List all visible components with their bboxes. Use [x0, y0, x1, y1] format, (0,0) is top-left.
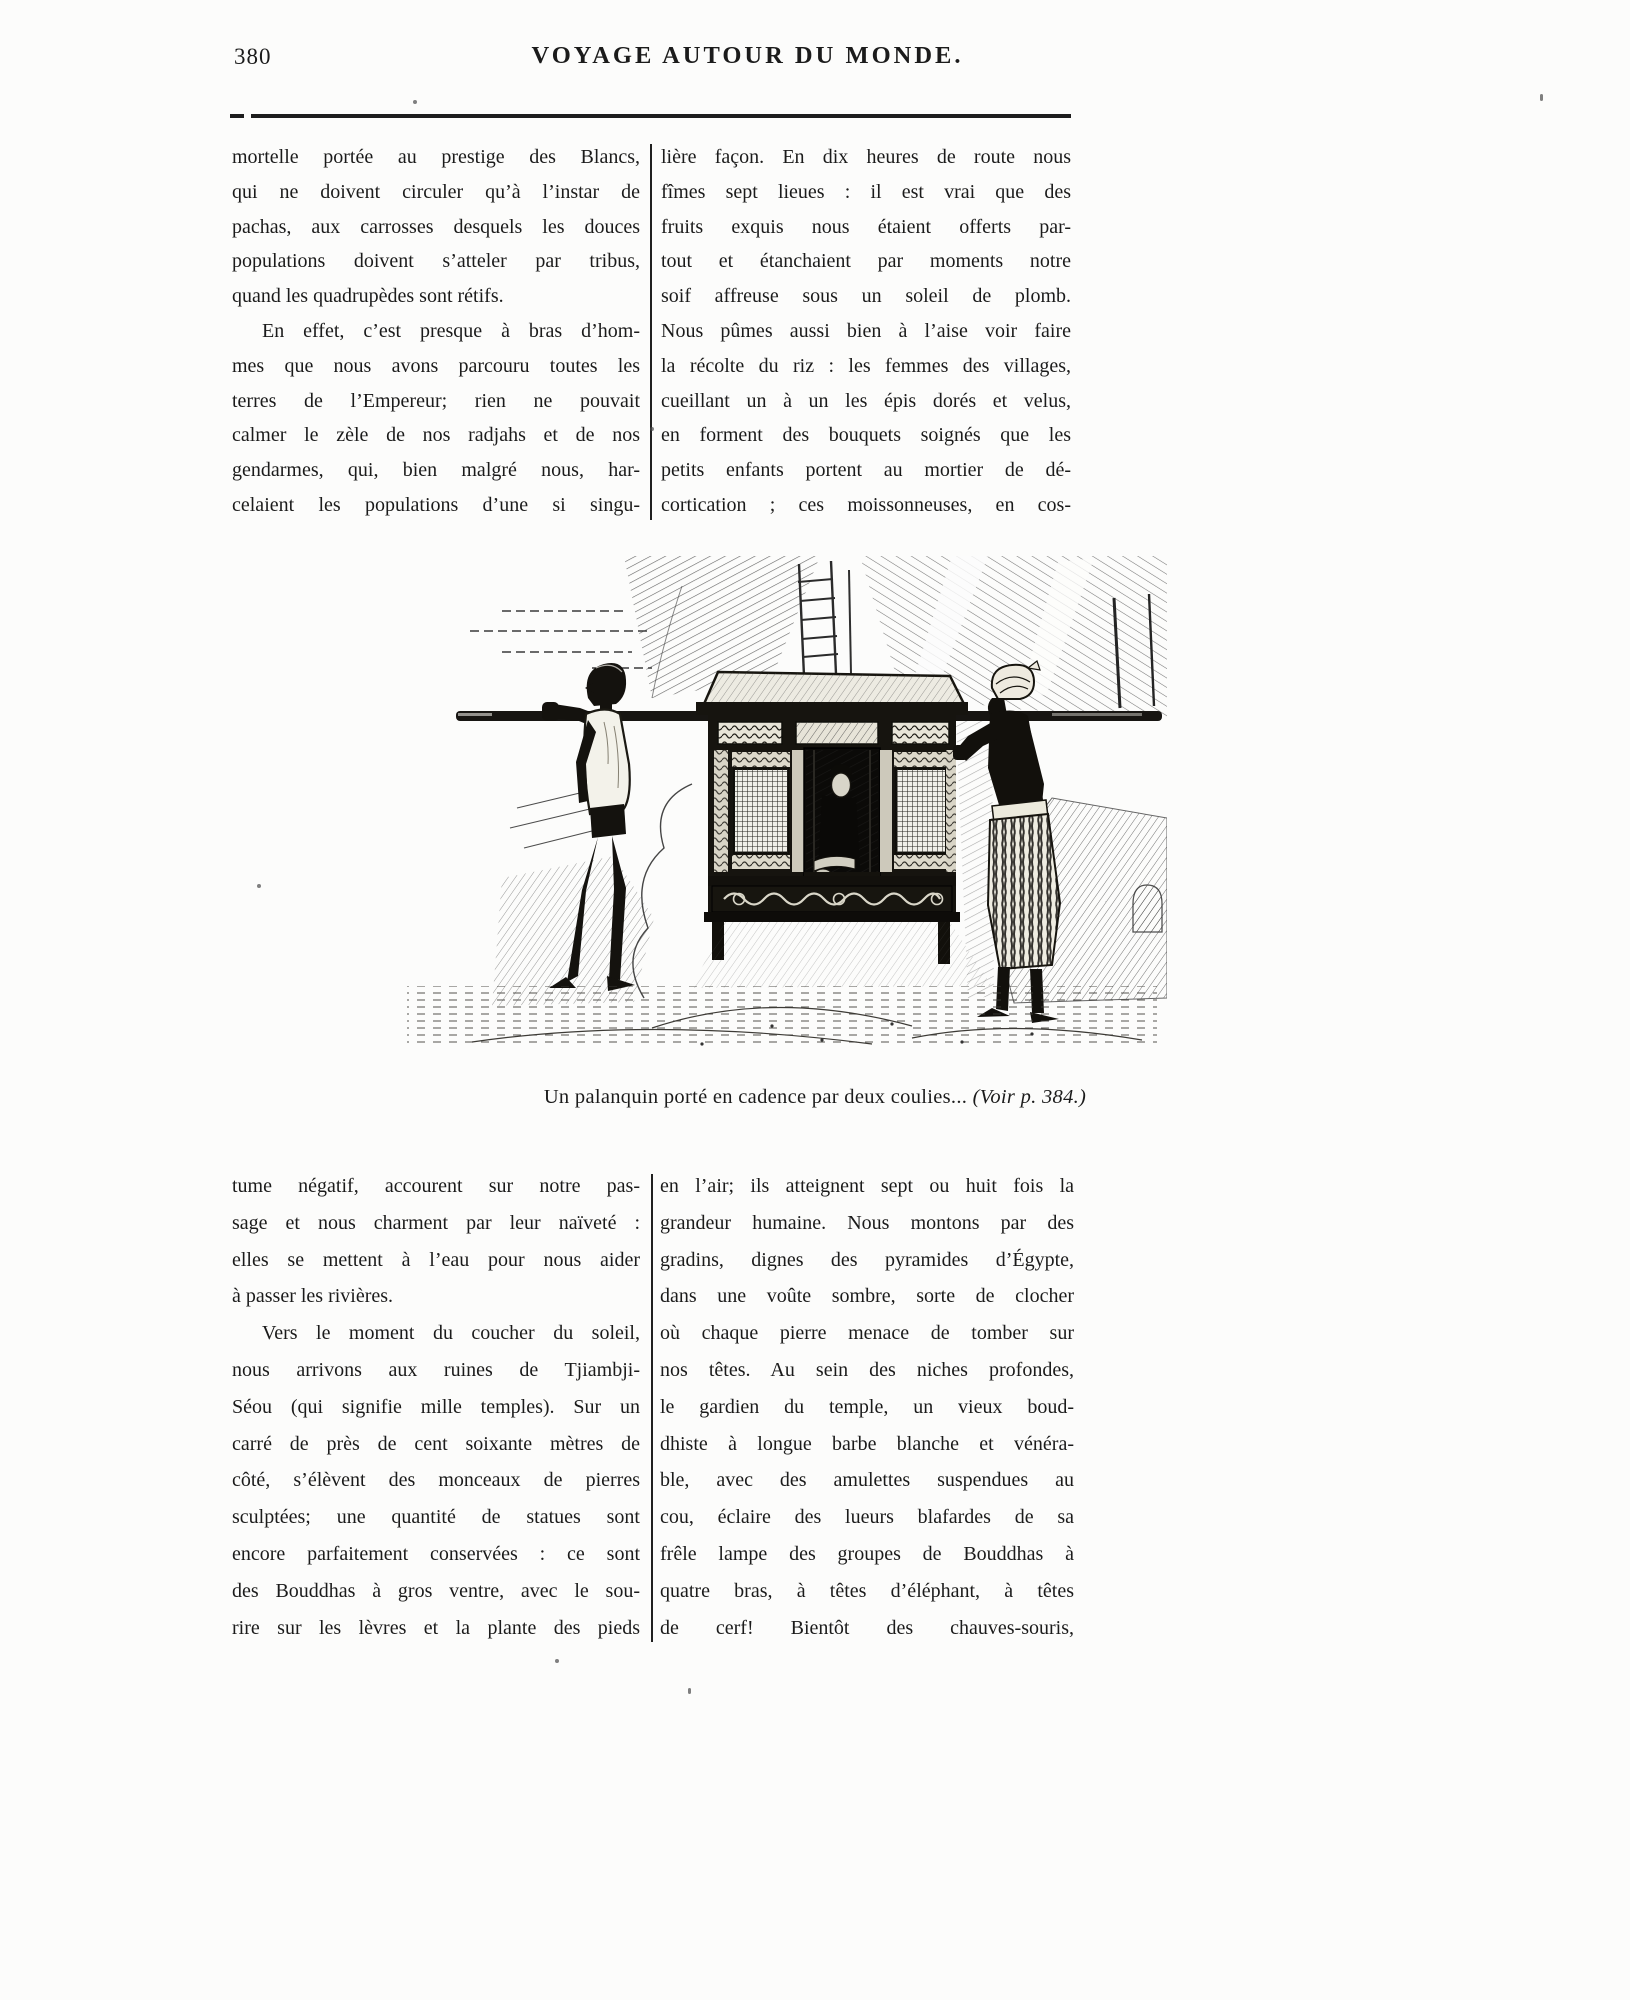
text-line: tout et étanchaient par moments notre — [661, 250, 1071, 273]
text-line: soif affreuse sous un soleil de plomb. — [661, 285, 1071, 308]
text-line: où chaque pierre menace de tomber sur — [660, 1322, 1074, 1345]
ink-speck — [688, 1688, 691, 1694]
text-line: fîmes sept lieues : il est vrai que des — [661, 180, 1071, 203]
text-line: la récolte du riz : les femmes des villages, — [661, 354, 1071, 377]
palanquin-cabin — [696, 672, 968, 964]
text-line: celaient les populations d’une si singu- — [232, 493, 640, 516]
header-rule — [230, 114, 1071, 118]
text-line: fruits exquis nous étaient offerts par- — [661, 215, 1071, 238]
text-line: calmer le zèle de nos radjahs et de nos — [232, 424, 640, 447]
text-line: ble, avec des amulettes suspendues au — [660, 1469, 1074, 1492]
text-line: nos têtes. Au sein des niches profondes, — [660, 1358, 1074, 1381]
text-line: quatre bras, à têtes d’éléphant, à têtes — [660, 1579, 1074, 1602]
figure-caption-text: Un palanquin porté en cadence par deux coulies... — [543, 1086, 968, 1108]
text-line: terres de l’Empereur; rien ne pouvait — [232, 389, 640, 412]
text-line: grandeur humaine. Nous montons par des — [660, 1211, 1074, 1234]
ink-speck — [555, 1659, 559, 1663]
text-line: côté, s’élèvent des monceaux de pierres — [232, 1469, 640, 1492]
text-line: cueillant un à un les épis dorés et velus, — [661, 389, 1071, 412]
text-line: elles se mettent à l’eau pour nous aider — [232, 1248, 640, 1271]
text-line: de cerf! Bientôt des chauves-souris, — [660, 1616, 1074, 1639]
ink-speck — [257, 884, 261, 888]
rock-right — [956, 716, 1167, 1003]
gravestone — [1133, 885, 1162, 932]
text-line: mes que nous avons parcouru toutes les — [232, 354, 640, 377]
text-line: dans une voûte sombre, sorte de clocher — [660, 1285, 1074, 1308]
text-line: le gardien du temple, un vieux boud- — [660, 1395, 1074, 1418]
text-line: Séou (qui signifie mille temples). Sur un — [232, 1395, 640, 1418]
text-line: frêle lampe des groupes de Bouddhas à — [660, 1542, 1074, 1565]
column-divider-bottom — [651, 1174, 653, 1642]
palanquin-engraving — [352, 556, 1167, 1064]
text-line: tume négatif, accourent sur notre pas- — [232, 1175, 640, 1197]
text-line: petits enfants portent au mortier de dé- — [661, 459, 1071, 482]
text-line: Nous pûmes aussi bien à l’aise voir faire — [661, 319, 1071, 342]
text-line: gradins, dignes des pyramides d’Égypte, — [660, 1248, 1074, 1271]
cabin-cornice — [696, 702, 968, 715]
page-number: 380 — [234, 44, 272, 69]
text-line: carré de près de cent soixante mètres de — [232, 1432, 640, 1455]
ink-speck — [413, 100, 417, 104]
column-divider-top — [650, 144, 652, 520]
text-line: cou, éclaire des lueurs blafardes de sa — [660, 1506, 1074, 1529]
text-line: lière façon. En dix heures de route nous — [661, 146, 1071, 168]
figure-caption — [0, 1086, 1630, 1109]
text-line: rire sur les lèvres et la plante des pieds — [232, 1616, 640, 1639]
text-line: à passer les rivières. — [232, 1285, 394, 1308]
text-line: cortication ; ces moissonneuses, en cos- — [661, 493, 1071, 516]
text-line: qui ne doivent circuler qu’à l’instar de — [232, 180, 640, 203]
text-line: dhiste à longue barbe blanche et vénéra- — [660, 1432, 1074, 1455]
engraving-illustration — [352, 556, 1167, 1064]
text-line: gendarmes, qui, bien malgré nous, har- — [232, 459, 640, 482]
figure-caption-reference: (Voir p. 384.) — [972, 1086, 1087, 1108]
ink-speck — [1540, 94, 1543, 101]
text-line: quand les quadrupèdes sont rétifs. — [232, 285, 504, 308]
ink-speck — [650, 427, 654, 431]
text-line: Vers le moment du coucher du soleil, — [262, 1322, 640, 1345]
text-line: mortelle portée au prestige des Blancs, — [232, 146, 640, 168]
carved-rail — [712, 886, 952, 912]
text-line: nous arrivons aux ruines de Tjiambji- — [232, 1358, 640, 1381]
text-line: en forment des bouquets soignés que les — [661, 424, 1071, 447]
column-top-left — [232, 140, 640, 523]
text-line: En effet, c’est presque à bras d’hom- — [262, 319, 640, 342]
text-line: sage et nous charment par leur naïveté : — [232, 1211, 640, 1234]
text-line: pachas, aux carrosses desquels les douces — [232, 215, 640, 238]
text-line: populations doivent s’atteler par tribus, — [232, 250, 640, 273]
text-line: encore parfaitement conservées : ce sont — [232, 1542, 640, 1565]
column-bottom-right — [660, 1168, 1074, 1646]
text-line: en l’air; ils atteignent sept ou huit fois la — [660, 1175, 1074, 1197]
text-line: des Bouddhas à gros ventre, avec le sou- — [232, 1579, 640, 1602]
running-title: VOYAGE AUTOUR DU MONDE. — [531, 42, 964, 69]
column-bottom-left — [232, 1168, 640, 1646]
text-line: sculptées; une quantité de statues sont — [232, 1506, 640, 1529]
column-top-right — [661, 140, 1071, 523]
